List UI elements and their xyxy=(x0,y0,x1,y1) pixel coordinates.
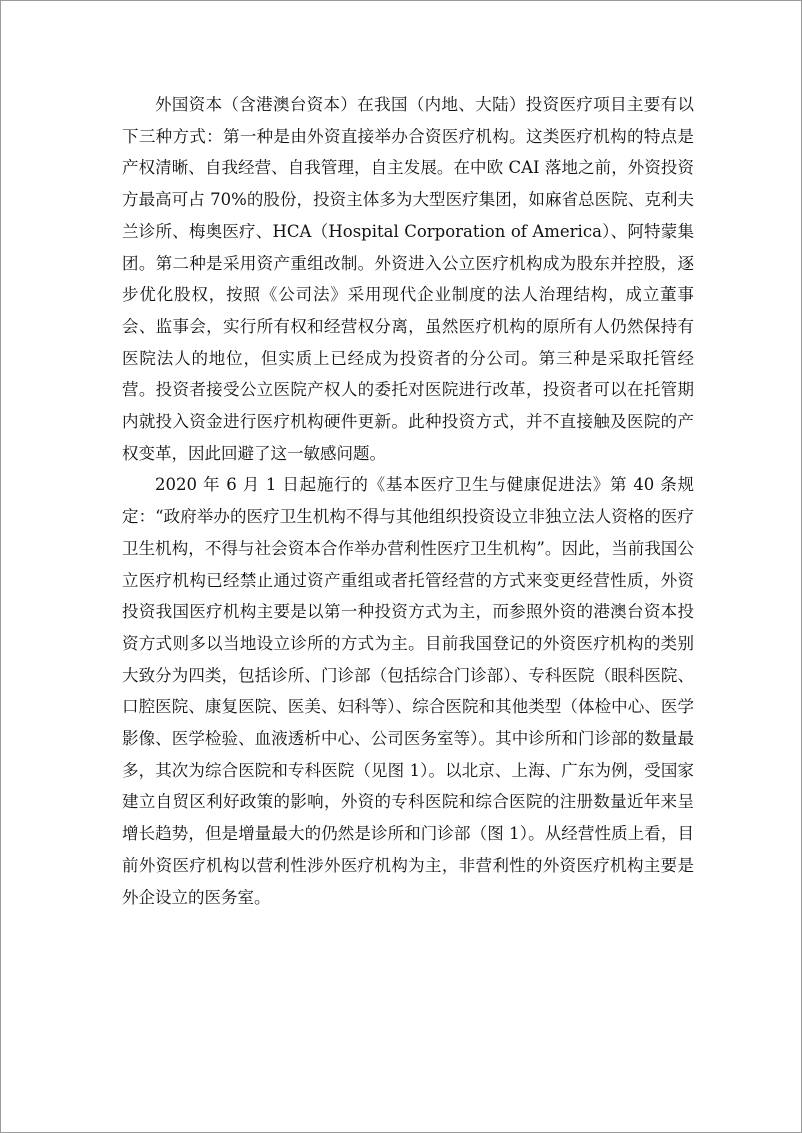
paragraph-law-and-categories: 2020 年 6 月 1 日起施行的《基本医疗卫生与健康促进法》第 40 条规定：“政府举办的医疗卫生机构不得与其他组织投资设立非独立法人资格的医疗卫生机构，不得与社会资本合作举办营利性医疗卫生机构”。因此，当前我国公立医疗机构已经禁止通过资产重组或者托管经营的方式来变更经营性质，外资投资我国医疗机构主要是以第一种投资方式为主，而参照外资的港澳台资本投资方式则多以当地设立诊所的方式为主。目前我国登记的外资医疗机构的类别大致分为四类，包括诊所、门诊部（包括综合门诊部）、专科医院（眼科医院、口腔医院、康复医院、医美、妇科等）、综合医院和其他类型（体检中心、医学影像、医学检验、血液透析中心、公司医务室等）。其中诊所和门诊部的数量最多，其次为综合医院和专科医院（见图 1）。以北京、上海、广东为例，受国家建立自贸区利好政策的影响，外资的专科医院和综合医院的注册数量近年来呈增长趋势，但是增量最大的仍然是诊所和门诊部（图 1）。从经营性质上看，目前外资医疗机构以营利性涉外医疗机构为主，非营利性的外资医疗机构主要是外企设立的医务室。 xyxy=(122,475,694,907)
document-body xyxy=(122,89,694,913)
paragraph-investment-methods: 外国资本（含港澳台资本）在我国（内地、大陆）投资医疗项目主要有以下三种方式：第一种是由外资直接举办合资医疗机构。这类医疗机构的特点是产权清晰、自我经营、自我管理，自主发展。在中欧 CAI 落地之前，外资投资方最高可占 70%的股份，投资主体多为大型医疗集团，如麻省总医院、克利夫兰诊所、梅奥医疗、HCA（Hospital Corporation of America）、阿特蒙集团。第二种是采用资产重组改制。外资进入公立医疗机构成为股东并控股，逐步优化股权，按照《公司法》采用现代企业制度的法人治理结构，成立董事会、监事会，实行所有权和经营权分离，虽然医疗机构的原所有人仍然保持有医院法人的地位，但实质上已经成为投资者的分公司。第三种是采取托管经营。投资者接受公立医院产权人的委托对医院进行改革，投资者可以在托管期内就投入资金进行医疗机构硬件更新。此种投资方式，并不直接触及医院的产权变革，因此回避了这一敏感问题。 xyxy=(122,95,694,463)
